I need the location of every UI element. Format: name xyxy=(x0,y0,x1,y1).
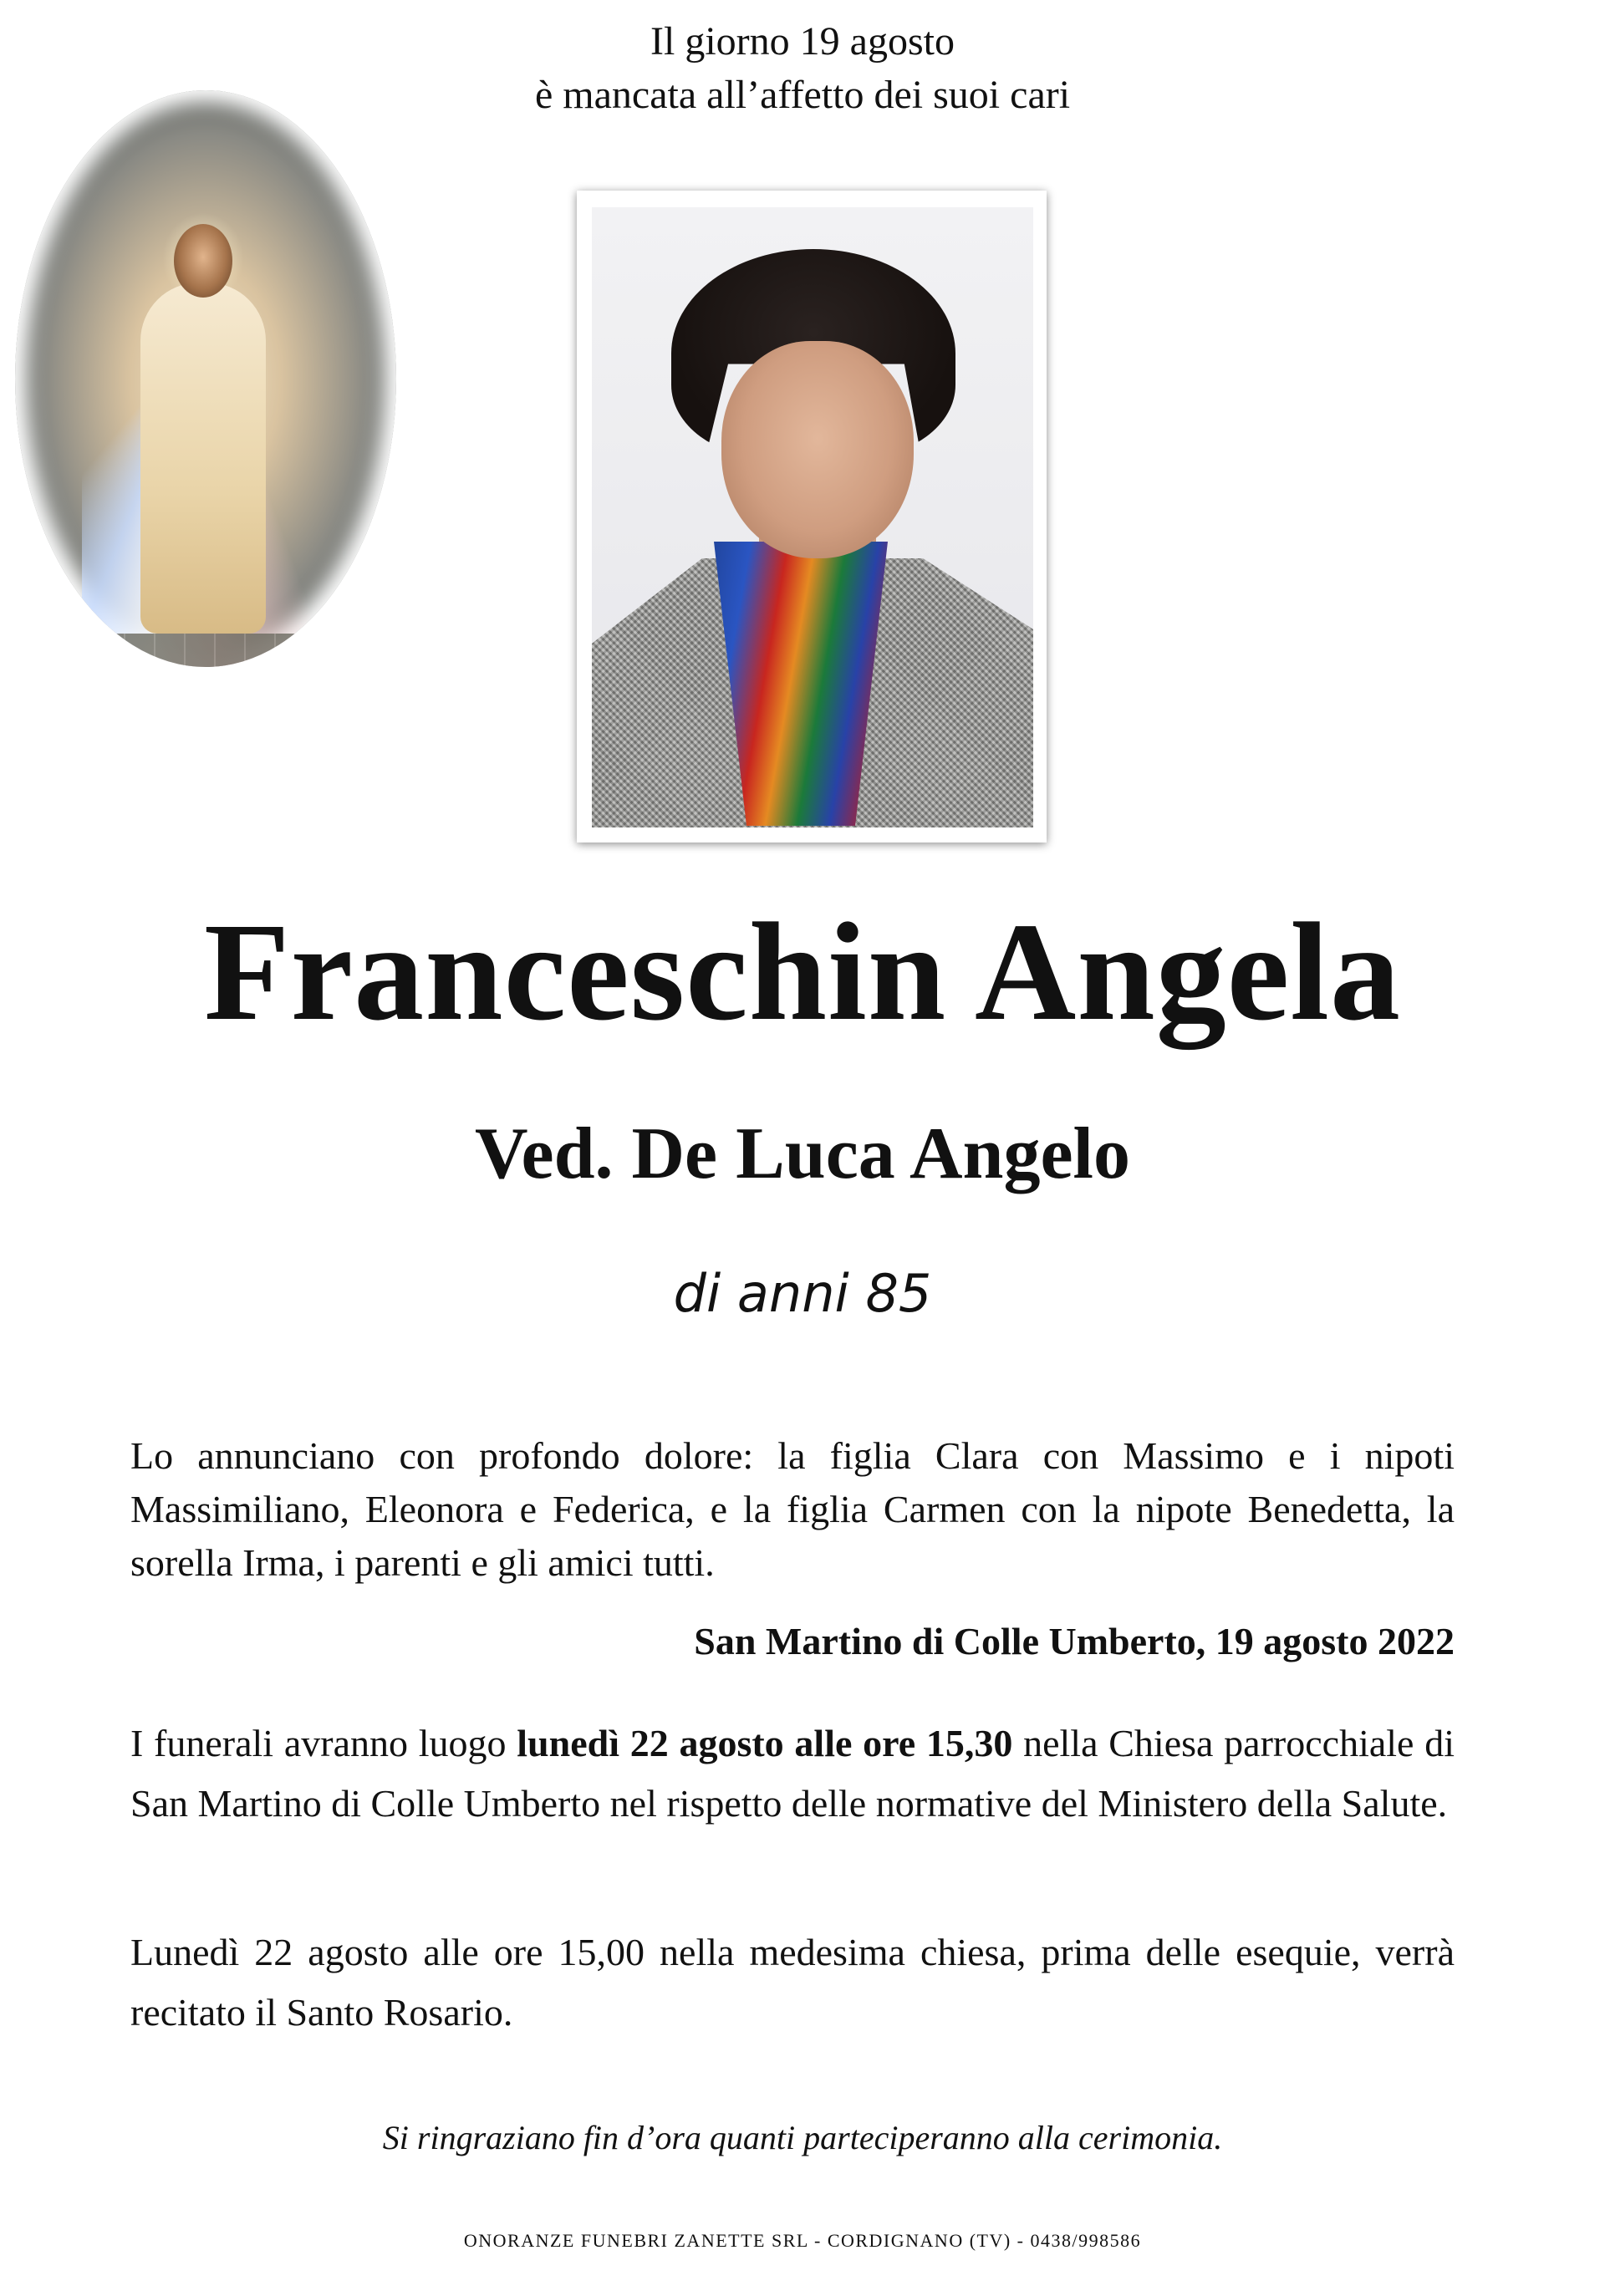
place-date: San Martino di Colle Umberto, 19 agosto 2022 xyxy=(694,1620,1455,1662)
intro-line-2: è mancata all’affetto dei suoi cari xyxy=(534,73,1071,117)
funeral-paragraph xyxy=(130,1713,1455,1834)
intro-line-1: Il giorno 19 agosto xyxy=(650,19,955,64)
floor-tiles xyxy=(65,634,349,667)
figure-robe xyxy=(140,283,266,634)
funeral-home-footer: ONORANZE FUNEBRI ZANETTE SRL - CORDIGNANO (TV) - 0438/998586 xyxy=(463,2230,1142,2251)
figure-head xyxy=(174,224,232,298)
portrait-face xyxy=(721,341,914,558)
thanks-line: Si ringraziano fin d’ora quanti parteciperanno alla cerimonia. xyxy=(382,2119,1223,2156)
devotional-image xyxy=(15,90,396,667)
funeral-date-time: lunedì 22 agosto alle ore 15,30 xyxy=(517,1722,1013,1764)
announcement-paragraph: Lo annunciano con profondo dolore: la figlia Clara con Massimo e i nipoti Massimiliano, Eleonora e Federica, e la figlia Carmen con la nipote Benedetta, la sorella Irma, i parenti e gli amici tutti. xyxy=(130,1434,1455,1584)
rosary-paragraph: Lunedì 22 agosto alle ore 15,00 nella medesima chiesa, prima delle esequie, verrà recitato il Santo Rosario. xyxy=(130,1931,1455,2034)
portrait-frame xyxy=(577,191,1047,843)
age: di anni 85 xyxy=(673,1263,932,1324)
funeral-text-prefix: I funerali avranno luogo xyxy=(130,1722,517,1764)
funeral-text-suffix: nella Chiesa parrocchiale di San Martino di Colle Umberto nel rispetto delle normative del Ministero della Salute. xyxy=(130,1722,1455,1825)
deceased-name: Franceschin Angela xyxy=(204,894,1401,1050)
widow-of: Ved. De Luca Angelo xyxy=(475,1113,1130,1194)
portrait-photo xyxy=(592,207,1033,827)
